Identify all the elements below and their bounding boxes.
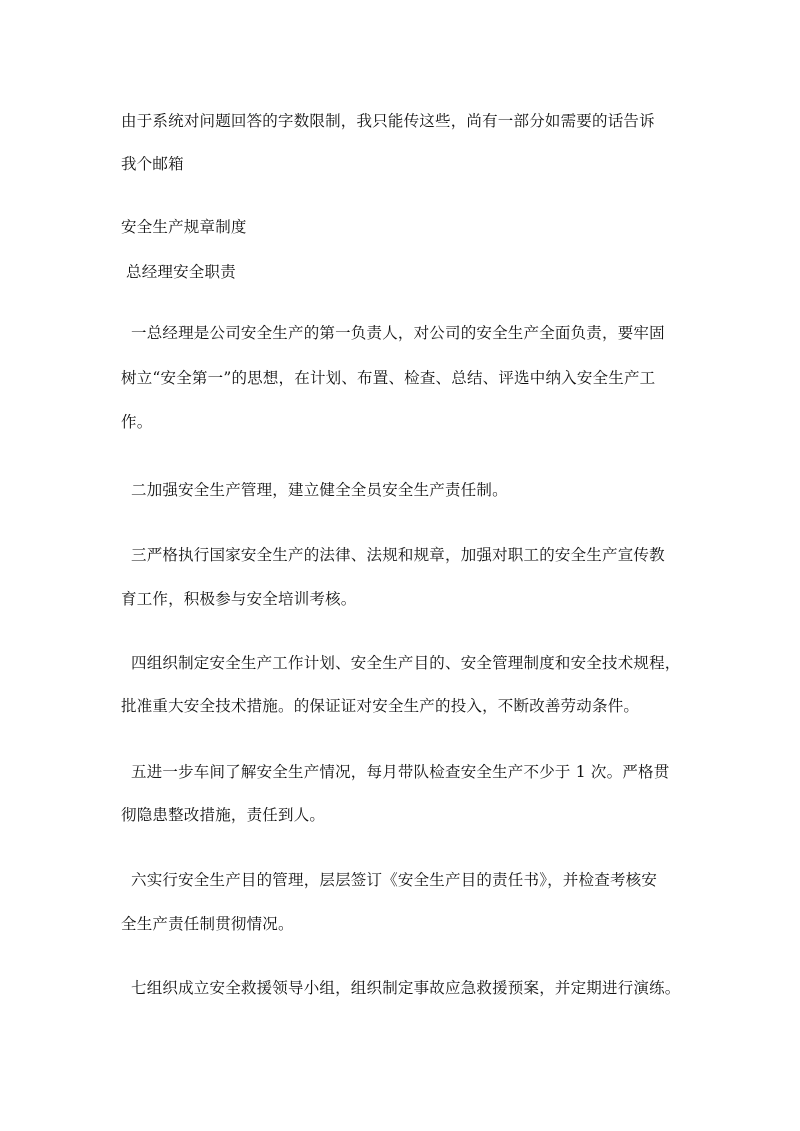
item-2-line-1: 二加强安全生产管理，建立健全全员安全生产责任制。 — [131, 481, 508, 499]
item-7-line-1: 七组织成立安全救援领导小组，组织制定事故应急救援预案，并定期进行演练。 — [131, 979, 681, 997]
item-3-line-2: 育工作，积极参与安全培训考核。 — [121, 590, 357, 608]
item-3-line-1: 三严格执行国家安全生产的法律、法规和规章，加强对职工的安全生产宣传教 — [131, 546, 665, 564]
item-5-line-1: 五进一步车间了解安全生产情况，每月带队检查安全生产不少于 1 次。严格贯 — [131, 763, 670, 781]
item-4-line-2: 批准重大安全技术措施。的保证证对安全生产的投入，不断改善劳动条件。 — [121, 697, 640, 715]
section-subheading: 总经理安全职责 — [126, 263, 236, 281]
item-5-line-2: 彻隐患整改措施，责任到人。 — [121, 806, 326, 824]
intro-line-1: 由于系统对问题回答的字数限制，我只能传这些，尚有一部分如需要的话告诉 — [121, 112, 655, 130]
intro-line-2: 我个邮箱 — [121, 155, 184, 173]
item-1-line-3: 作。 — [121, 413, 153, 431]
item-4-line-1: 四组织制定安全生产工作计划、安全生产目的、安全管理制度和安全技术规程， — [131, 654, 681, 672]
item-6-line-2: 全生产责任制贯彻情况。 — [121, 915, 294, 933]
document-heading: 安全生产规章制度 — [121, 218, 247, 236]
item-1-line-2: 树立“安全第一”的思想，在计划、布置、检查、总结、评选中纳入安全生产工 — [121, 369, 656, 387]
item-6-line-1: 六实行安全生产目的管理，层层签订《安全生产目的责任书》，并检查考核安 — [131, 871, 658, 889]
item-1-line-1: 一总经理是公司安全生产的第一负责人，对公司的安全生产全面负责，要牢固 — [131, 324, 665, 342]
